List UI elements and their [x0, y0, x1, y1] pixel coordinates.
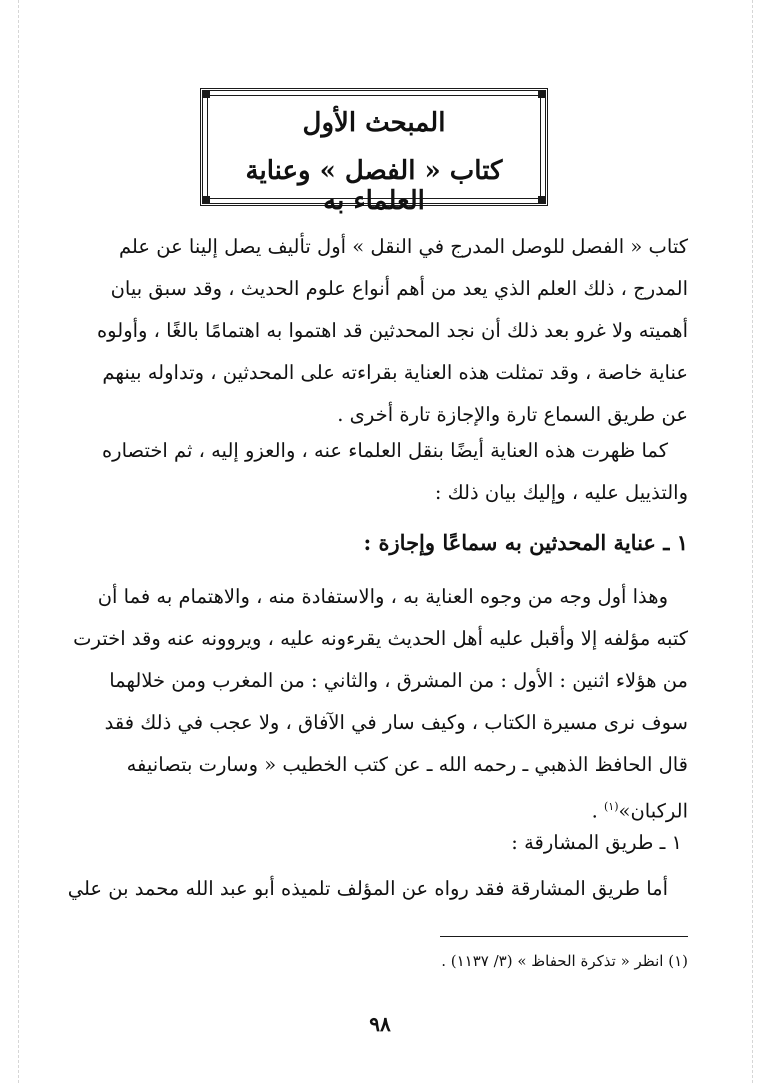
- section-heading-box: [200, 88, 548, 216]
- subheading-eastern-route: ١ ـ طريق المشارقة :: [511, 831, 682, 854]
- paragraph-transmission: [73, 576, 688, 833]
- section-heading-frame: [207, 95, 541, 216]
- text-line: عناية خاصة ، وقد تمثلت هذه العناية بقراءته على المحدثين ، وتداوله بينهم: [102, 361, 688, 384]
- frame-corner-ornament: [203, 91, 210, 98]
- section-title: كتاب « الفصل » وعناية العلماء به: [245, 156, 503, 216]
- text-line: كتبه مؤلفه إلا وأقبل عليه أهل الحديث يقرءونه عليه ، ويروونه عنه وقد اخترت: [73, 627, 688, 650]
- paragraph-care: [76, 430, 688, 514]
- frame-corner-ornament: [538, 91, 545, 98]
- paragraph-intro: [76, 226, 688, 436]
- footnote-text: (١) انظر « تذكرة الحفاظ » (٣/ ١١٣٧) .: [441, 952, 688, 970]
- footnote-reference: (١): [604, 800, 619, 813]
- text-line: عن طريق السماع تارة والإجازة تارة أخرى .: [337, 403, 688, 426]
- text-line: أما طريق المشارقة فقد رواه عن المؤلف تلميذه أبو عبد الله محمد بن علي: [67, 877, 668, 900]
- subheading-hadith-scholars: ١ ـ عناية المحدثين به سماعًا وإجازة :: [363, 530, 688, 555]
- text-fragment: .: [591, 799, 604, 823]
- text-fragment: الركبان»: [618, 799, 688, 823]
- text-line: أهميته ولا غرو بعد ذلك أن نجد المحدثين قد اهتموا به اهتمامًا بالغًا ، وأولوه: [96, 319, 688, 342]
- section-number: المبحث الأول: [302, 108, 446, 138]
- text-line: من هؤلاء اثنين : الأول : من المشرق ، والثاني : من المغرب ومن خلالهما: [109, 669, 688, 692]
- footnote-divider: [440, 936, 688, 937]
- text-line: المدرج ، ذلك العلم الذي يعد من أهم أنواع علوم الحديث ، وقد سبق بيان: [110, 277, 688, 300]
- frame-corner-ornament: [538, 196, 545, 203]
- text-line: والتذييل عليه ، وإليك بيان ذلك :: [434, 481, 688, 504]
- text-line: قال الحافظ الذهبي ـ رحمه الله ـ عن كتب الخطيب « وسارت بتصانيفه: [126, 753, 688, 776]
- text-line: كما ظهرت هذه العناية أيضًا بنقل العلماء عنه ، والعزو إليه ، ثم اختصاره: [101, 439, 668, 462]
- text-line: وهذا أول وجه من وجوه العناية به ، والاستفادة منه ، والاهتمام به فما أن: [97, 585, 668, 608]
- paragraph-eastern-route: [67, 868, 688, 910]
- text-line-last: [76, 786, 688, 833]
- scan-margin-line-left: [18, 0, 20, 1083]
- frame-corner-ornament: [203, 196, 210, 203]
- page-number: ٩٨: [369, 1012, 391, 1036]
- text-line: سوف نرى مسيرة الكتاب ، وكيف سار في الآفاق ، ولا عجب في ذلك فقد: [104, 711, 688, 734]
- text-line: كتاب « الفصل للوصل المدرج في النقل » أول تأليف يصل إلينا عن علم: [118, 235, 688, 258]
- scan-margin-line-right: [752, 0, 754, 1083]
